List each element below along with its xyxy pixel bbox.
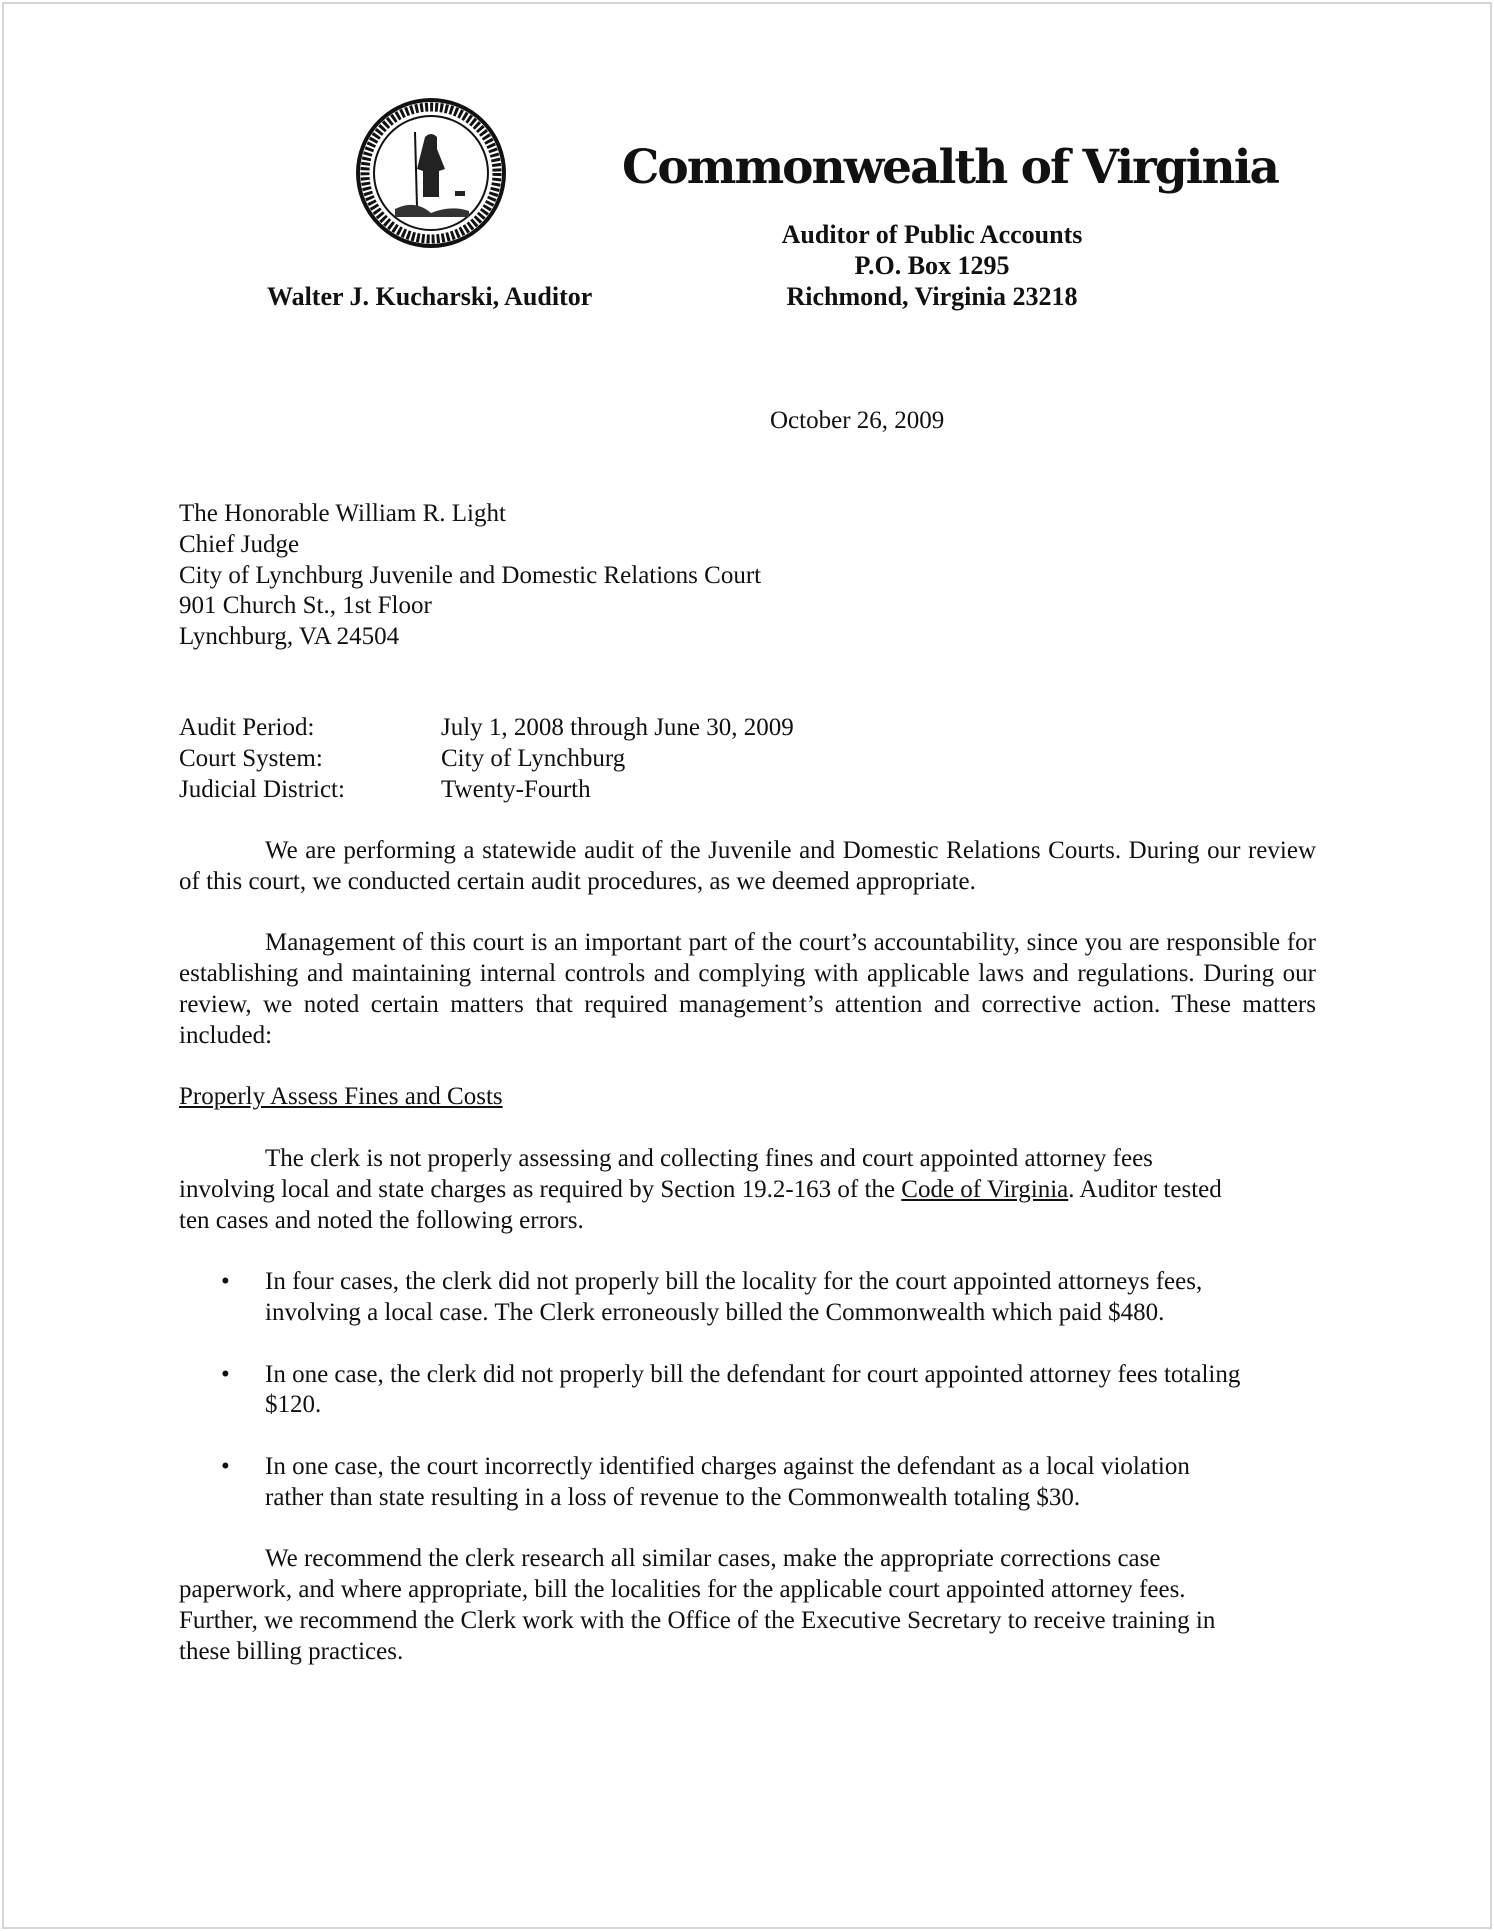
- virginia-seal-logo: [355, 97, 507, 249]
- bullet-line: involving a local case. The Clerk erroneously billed the Commonwealth which paid $480.: [265, 1298, 1165, 1326]
- letter-body: [179, 836, 1316, 1698]
- bullet-line: rather than state resulting in a loss of revenue to the Commonwealth totaling $30.: [265, 1483, 1081, 1511]
- bullet-line: $120.: [265, 1391, 322, 1419]
- recommendation-line: these billing practices.: [179, 1637, 404, 1665]
- paragraph-recommendation: [179, 1544, 1316, 1667]
- recipient-address: [179, 499, 761, 653]
- bullet-line: In one case, the court incorrectly identified charges against the defendant as a local violation: [265, 1452, 1190, 1480]
- bullet-line: In one case, the clerk did not properly bill the defendant for court appointed attorney fees totaling: [265, 1360, 1241, 1388]
- audit-info-row: [179, 775, 794, 806]
- audit-info: [179, 713, 794, 805]
- office-name: Auditor of Public Accounts: [781, 220, 1083, 249]
- recommendation-line: Further, we recommend the Clerk work with the Office of the Executive Secretary to receive training in: [179, 1606, 1216, 1634]
- paragraph-management: Management of this court is an important part of the court’s accountability, since you are responsible for establishing and maintaining internal controls and complying with applicable laws and regulations. During our review, we noted certain matters that required management’s attention and corrective action. These matters included:: [179, 929, 1316, 1049]
- audit-info-row: [179, 744, 794, 775]
- audit-info-value: Twenty-Fourth: [441, 775, 591, 803]
- paragraph-intro: We are performing a statewide audit of the Juvenile and Domestic Relations Courts. During our review of this court, we conducted certain audit procedures, as we deemed appropriate.: [179, 837, 1316, 895]
- recommendation-line: paperwork, and where appropriate, bill the localities for the applicable court appointed attorney fees.: [179, 1576, 1186, 1604]
- bullet-icon: •: [221, 1452, 230, 1480]
- finding-text: . Auditor tested: [1068, 1175, 1222, 1203]
- recipient-line: City of Lynchburg Juvenile and Domestic Relations Court: [179, 561, 762, 589]
- letterhead-title: Commonwealth of Virginia: [621, 140, 1279, 195]
- paragraph-finding: [179, 1144, 1316, 1236]
- audit-info-label: Court System:: [179, 744, 323, 772]
- audit-info-label: Judicial District:: [179, 775, 345, 803]
- audit-info-row: [179, 713, 794, 744]
- recipient-line: The Honorable William R. Light: [179, 500, 506, 527]
- recipient-line: 901 Church St., 1st Floor: [179, 592, 432, 620]
- bullet-icon: •: [221, 1360, 230, 1388]
- finding-text: involving local and state charges as required by Section 19.2-163 of the: [179, 1175, 902, 1203]
- audit-info-value: July 1, 2008 through June 30, 2009: [441, 714, 794, 741]
- code-of-virginia-reference: Code of Virginia: [901, 1175, 1069, 1203]
- audit-info-label: Audit Period:: [179, 714, 315, 741]
- finding-line: ten cases and noted the following errors.: [179, 1206, 584, 1234]
- recommendation-line: We recommend the clerk research all similar cases, make the appropriate corrections case: [265, 1545, 1161, 1573]
- bullet-line: In four cases, the clerk did not properly bill the locality for the court appointed attorneys fees,: [265, 1268, 1203, 1296]
- bullet-icon: •: [221, 1268, 230, 1296]
- bullet-item: [179, 1452, 1316, 1514]
- recipient-line: Lynchburg, VA 24504: [179, 623, 400, 651]
- finding-line: The clerk is not properly assessing and collecting fines and court appointed attorney fees: [265, 1144, 1153, 1172]
- auditor-name: Walter J. Kucharski, Auditor: [267, 282, 593, 311]
- bullet-item: [179, 1360, 1316, 1422]
- office-address: [700, 219, 1164, 312]
- section-heading: Properly Assess Fines and Costs: [179, 1083, 503, 1111]
- office-po-box: P.O. Box 1295: [854, 251, 1010, 280]
- bullet-item: [179, 1267, 1316, 1329]
- office-city: Richmond, Virginia 23218: [786, 282, 1078, 311]
- recipient-line: Chief Judge: [179, 530, 300, 558]
- finding-line: [179, 1175, 1316, 1206]
- letter-date: October 26, 2009: [770, 407, 945, 434]
- audit-info-value: City of Lynchburg: [441, 744, 626, 772]
